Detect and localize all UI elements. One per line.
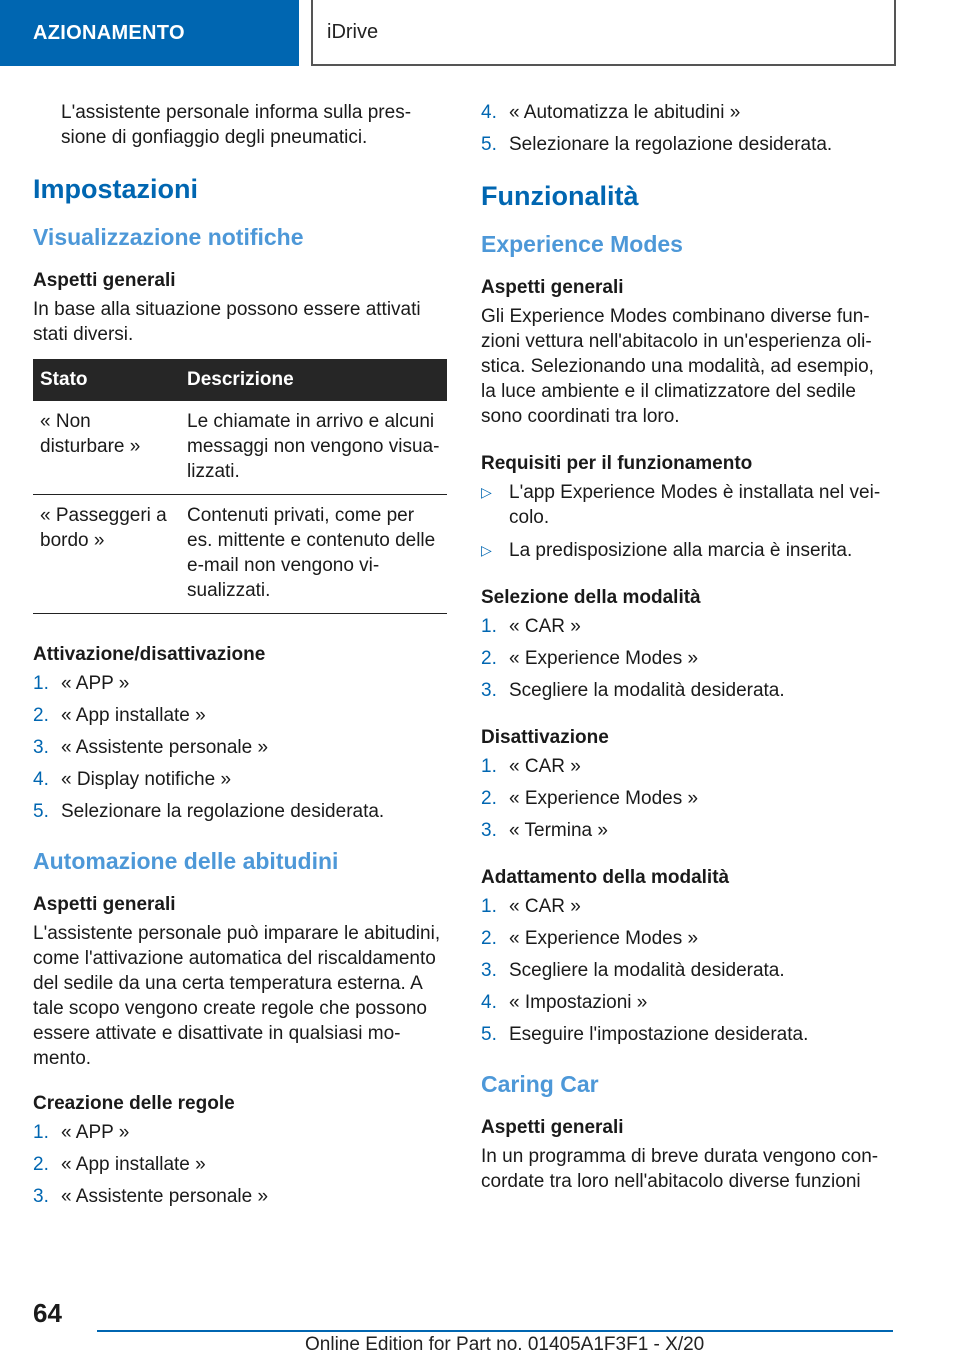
left-column (33, 100, 447, 1231)
step-text: « Impostazioni » (509, 992, 648, 1013)
step-number: 5. (481, 134, 497, 155)
table-cell-description: Le chiamate in arrivo e alcuni messaggi non vengono visua- lizzati. (180, 401, 447, 495)
triangle-bullet-icon: ▷ (481, 542, 492, 558)
requirement-text: L'app Experience Modes è installata nel vei- colo. (509, 482, 881, 528)
list-item (481, 132, 893, 157)
step-text: « Assistente personale » (61, 737, 269, 758)
selection-steps (481, 614, 893, 703)
step-text: Scegliere la modalità desiderata. (509, 680, 785, 701)
heading-requisiti: Requisiti per il funzionamento (481, 453, 753, 474)
right-column (481, 100, 893, 1206)
step-number: 4. (481, 992, 497, 1013)
subheading-automazione: Automazione delle abitudini (33, 848, 339, 874)
table-row (33, 495, 447, 614)
triangle-bullet-icon: ▷ (481, 484, 492, 500)
intro-paragraph: L'assistente personale informa sulla pres- sione di gonfiaggio degli pneumatici. (61, 102, 412, 148)
step-number: 4. (481, 102, 497, 123)
table-cell-state: « Non disturbare » (33, 401, 180, 495)
deactivation-steps (481, 754, 893, 843)
table-header-row (33, 359, 447, 401)
adaptation-steps (481, 894, 893, 1047)
step-number: 2. (481, 928, 497, 949)
step-number: 1. (481, 896, 497, 917)
status-table (33, 359, 447, 614)
list-item (33, 703, 447, 728)
heading-attivazione: Attivazione/disattivazione (33, 644, 266, 665)
list-item (33, 1184, 447, 1209)
table-cell-state: « Passeggeri a bordo » (33, 495, 180, 614)
step-text: « App installate » (61, 705, 206, 726)
heading-aspetti-generali: Aspetti generali (481, 277, 624, 298)
requirements-list (481, 480, 893, 563)
subheading-experience-modes: Experience Modes (481, 231, 683, 257)
step-number: 3. (33, 1186, 49, 1207)
step-text: « Experience Modes » (509, 648, 699, 669)
step-text: Selezionare la regolazione desiderata. (509, 134, 833, 155)
step-number: 3. (481, 820, 497, 841)
step-number: 5. (33, 801, 49, 822)
table-header-stato: Stato (33, 359, 180, 401)
list-item (33, 767, 447, 792)
step-number: 2. (481, 788, 497, 809)
activation-steps (33, 671, 447, 824)
step-text: Eseguire l'impostazione desiderata. (509, 1024, 809, 1045)
step-number: 3. (481, 680, 497, 701)
step-text: « CAR » (509, 616, 581, 637)
list-item (481, 926, 893, 951)
table-row (33, 401, 447, 495)
list-item (33, 671, 447, 696)
caring-paragraph: In un programma di breve durata vengono con- cordate tra loro nell'abitacolo diverse funzioni (481, 1146, 879, 1192)
heading-aspetti-generali: Aspetti generali (33, 894, 176, 915)
step-text: « APP » (61, 1122, 130, 1143)
heading-aspetti-generali: Aspetti generali (481, 1117, 624, 1138)
list-item (481, 990, 893, 1015)
list-item (481, 1022, 893, 1047)
requirement-text: La predisposizione alla marcia è inserita. (509, 540, 853, 561)
step-text: « CAR » (509, 896, 581, 917)
experience-paragraph: Gli Experience Modes combinano diverse fun- zioni vettura nell'abitacolo in un'esperienza oli- stica. Selezionando una modalità, ad esempio, la luce ambiente e il climatizzatore del sedile sono coordinati tra loro. (481, 306, 874, 427)
heading-adattamento: Adattamento della modalità (481, 867, 730, 888)
heading-creazione-regole: Creazione delle regole (33, 1093, 235, 1114)
step-text: « Automatizza le abitudini » (509, 102, 741, 123)
subheading-notifiche: Visualizzazione notifiche (33, 224, 304, 250)
step-text: « Termina » (509, 820, 608, 841)
continued-steps (481, 100, 893, 157)
table-cell-description: Contenuti privati, come per es. mittente e contenuto delle e-mail non vengono vi- sualizzati. (180, 495, 447, 614)
list-item (481, 894, 893, 919)
list-item (481, 646, 893, 671)
step-text: Scegliere la modalità desiderata. (509, 960, 785, 981)
list-item (33, 1152, 447, 1177)
list-item (481, 480, 893, 530)
list-item (33, 1120, 447, 1145)
chapter-tab (311, 0, 896, 66)
step-number: 1. (33, 673, 49, 694)
list-item (481, 958, 893, 983)
step-number: 4. (33, 769, 49, 790)
heading-disattivazione: Disattivazione (481, 727, 609, 748)
step-text: « Assistente personale » (61, 1186, 269, 1207)
step-number: 2. (33, 705, 49, 726)
section-tab (0, 0, 299, 66)
page-number: 64 (33, 1298, 62, 1328)
step-text: Selezionare la regolazione desiderata. (61, 801, 385, 822)
step-text: « APP » (61, 673, 130, 694)
step-number: 2. (481, 648, 497, 669)
step-number: 2. (33, 1154, 49, 1175)
heading-selezione: Selezione della modalità (481, 587, 701, 608)
section-title: AZIONAMENTO (33, 21, 185, 44)
step-text: « CAR » (509, 756, 581, 777)
list-item (481, 614, 893, 639)
section-heading-funzionalita: Funzionalità (481, 181, 639, 211)
edition-note: Online Edition for Part no. 01405A1F3F1 - X/20 (305, 1334, 705, 1355)
list-item (481, 754, 893, 779)
list-item (33, 799, 447, 824)
chapter-title: iDrive (327, 20, 379, 43)
list-item (481, 786, 893, 811)
step-number: 1. (481, 616, 497, 637)
list-item (481, 818, 893, 843)
list-item (481, 678, 893, 703)
step-number: 1. (33, 1122, 49, 1143)
automation-paragraph: L'assistente personale può imparare le abitudini, come l'attivazione automatica del riscaldamento del sedile da una certa temperatura esterna. A tale scopo vengono create regole che possono essere attivate e disattivate in qualsiasi mo- mento. (33, 923, 441, 1069)
footer-divider (97, 1330, 893, 1332)
table-header-descrizione: Descrizione (180, 359, 447, 401)
overview-paragraph: In base alla situazione possono essere attivati stati diversi. (33, 299, 421, 345)
step-number: 1. (481, 756, 497, 777)
step-text: « Experience Modes » (509, 788, 699, 809)
step-text: « Display notifiche » (61, 769, 232, 790)
step-number: 3. (33, 737, 49, 758)
step-number: 5. (481, 1024, 497, 1045)
list-item (481, 100, 893, 125)
step-text: « App installate » (61, 1154, 206, 1175)
rules-steps (33, 1120, 447, 1209)
list-item (33, 735, 447, 760)
section-heading-impostazioni: Impostazioni (33, 174, 199, 204)
list-item (481, 538, 893, 563)
step-number: 3. (481, 960, 497, 981)
step-text: « Experience Modes » (509, 928, 699, 949)
subheading-caring-car: Caring Car (481, 1071, 599, 1097)
heading-aspetti-generali: Aspetti generali (33, 270, 176, 291)
